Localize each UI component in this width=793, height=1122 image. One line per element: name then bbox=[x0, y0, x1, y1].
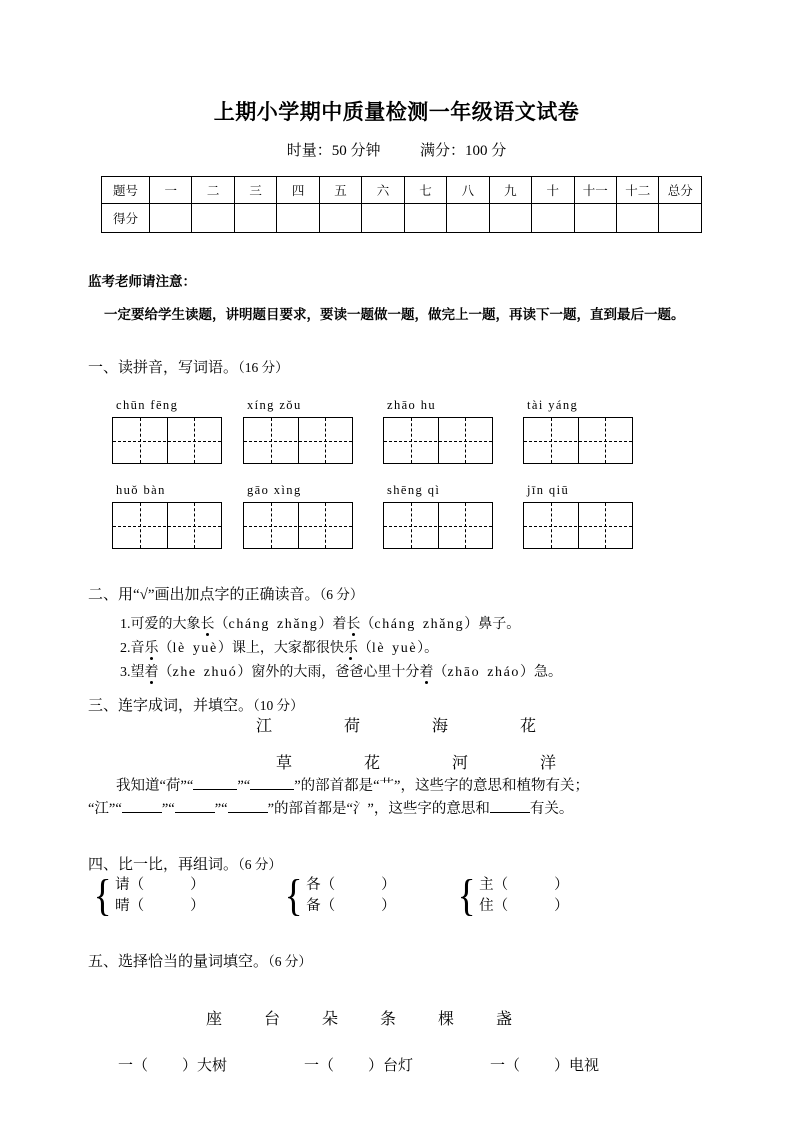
group-items bbox=[306, 875, 396, 917]
writing-grid[interactable] bbox=[523, 417, 633, 464]
char-cell[interactable]: 草 bbox=[275, 755, 292, 772]
char-cell[interactable]: 海 bbox=[431, 718, 448, 735]
pinyin-option-b[interactable]: zháo bbox=[487, 665, 521, 680]
text-fragment: ”的部首都是“氵”，这些字的意思和 bbox=[267, 801, 490, 818]
pinyin-option-a[interactable]: cháng bbox=[374, 617, 416, 632]
section-4-points: （6 分） bbox=[238, 857, 282, 872]
section-3-fill-text bbox=[88, 775, 721, 822]
measure-word-option[interactable]: 朵 bbox=[321, 1011, 338, 1028]
time-limit-text: 时量：50 分钟 bbox=[286, 143, 381, 159]
table-row bbox=[102, 177, 702, 204]
score-cell-10[interactable] bbox=[532, 204, 574, 233]
paren-close: ） bbox=[554, 898, 569, 914]
section-4-title: 四、比一比，再组词。 bbox=[88, 857, 239, 873]
curly-brace-icon: { bbox=[93, 871, 112, 920]
char-with-paren: 晴（ bbox=[115, 898, 145, 914]
answer-suffix: ）大树 bbox=[182, 1057, 228, 1074]
section-4-heading bbox=[88, 853, 282, 874]
char-cell[interactable]: 江 bbox=[255, 718, 272, 735]
fill-blank[interactable] bbox=[250, 789, 294, 790]
dotted-char: 着 bbox=[145, 661, 159, 681]
pinyin-text: chūn fēng bbox=[116, 398, 179, 412]
section-1-title: 一、读拼音，写词语。 bbox=[88, 360, 239, 376]
text-fragment: 我知道“荷”“ bbox=[116, 778, 194, 794]
text-fragment: ”“ bbox=[214, 801, 228, 818]
section-2-item-1: 1.可爱的大象长（cháng zhǎng）着长（cháng zhǎng）鼻子。 bbox=[120, 613, 520, 633]
group-item-bottom bbox=[306, 896, 396, 917]
item-text-mid: 课上，大家都很快 bbox=[231, 641, 344, 656]
section-2-title: 二、用“√”画出加点字的正确读音。 bbox=[88, 587, 320, 603]
score-table bbox=[101, 176, 702, 233]
char-cell[interactable]: 河 bbox=[451, 755, 468, 772]
curly-brace-icon: { bbox=[284, 871, 303, 920]
text-fragment: ”“ bbox=[161, 801, 175, 818]
pinyin-item-7 bbox=[383, 483, 493, 549]
pinyin-option-a[interactable]: zhāo bbox=[447, 665, 481, 680]
pinyin-text: gāo xìng bbox=[247, 483, 302, 497]
pinyin-option-b[interactable]: zhǎng bbox=[276, 617, 319, 632]
score-cell-total[interactable] bbox=[659, 204, 702, 233]
fill-blank[interactable] bbox=[228, 812, 268, 813]
item-text-pre: 望 bbox=[130, 665, 145, 680]
pinyin-option-b[interactable]: zhuó bbox=[203, 665, 238, 680]
dotted-char: 乐 bbox=[145, 637, 159, 657]
writing-grid[interactable] bbox=[243, 417, 353, 464]
grid-divider bbox=[438, 418, 439, 463]
score-table-col-9: 九 bbox=[489, 177, 531, 204]
grid-divider bbox=[167, 503, 168, 548]
curly-brace-icon: { bbox=[457, 871, 476, 920]
item-text-pre: 可爱的大象 bbox=[130, 617, 201, 632]
section-3-heading bbox=[88, 694, 304, 715]
score-cell-11[interactable] bbox=[574, 204, 616, 233]
score-table-row-header-score: 得分 bbox=[102, 204, 150, 233]
pinyin-item-5 bbox=[112, 483, 222, 549]
grid-divider bbox=[298, 418, 299, 463]
paren-close: ） bbox=[190, 898, 205, 914]
pinyin-item-1 bbox=[112, 398, 222, 464]
score-table-col-12: 十二 bbox=[616, 177, 658, 204]
char-with-paren: 住（ bbox=[479, 898, 509, 914]
section-4-group-2 bbox=[283, 871, 396, 920]
dotted-char: 乐 bbox=[344, 637, 358, 657]
item-number: 3. bbox=[120, 665, 131, 680]
grid-divider bbox=[298, 503, 299, 548]
score-table-col-8: 八 bbox=[447, 177, 489, 204]
table-row bbox=[102, 204, 702, 233]
section-3-title: 三、连字成词，并填空。 bbox=[88, 698, 254, 714]
score-table-row-header-number: 题号 bbox=[102, 177, 150, 204]
paren-close: ） bbox=[381, 877, 396, 893]
section-4-group-3 bbox=[456, 871, 569, 920]
pinyin-text: zhāo hu bbox=[387, 398, 437, 412]
group-items bbox=[115, 875, 205, 917]
score-table-col-7: 七 bbox=[404, 177, 446, 204]
grid-divider bbox=[438, 503, 439, 548]
group-item-top bbox=[306, 875, 396, 896]
section-1-heading bbox=[88, 356, 289, 377]
char-cell[interactable]: 荷 bbox=[343, 718, 360, 735]
score-cell-1[interactable] bbox=[150, 204, 192, 233]
paren-close: ） bbox=[554, 877, 569, 893]
measure-word-option[interactable]: 盏 bbox=[495, 1011, 512, 1028]
text-fragment: “江”“ bbox=[88, 801, 122, 818]
group-item-bottom bbox=[479, 896, 569, 917]
score-table-col-1: 一 bbox=[150, 177, 192, 204]
paren-close: ） bbox=[190, 877, 205, 893]
pinyin-option-a[interactable]: cháng bbox=[228, 617, 270, 632]
writing-grid[interactable] bbox=[243, 502, 353, 549]
item-text-pre: 音 bbox=[130, 641, 145, 656]
grid-divider bbox=[578, 503, 579, 548]
section-5-answer-row bbox=[118, 1054, 676, 1075]
item-text-mid: 着 bbox=[332, 617, 347, 632]
pinyin-option-b[interactable]: yuè bbox=[192, 641, 218, 656]
score-cell-6[interactable] bbox=[362, 204, 404, 233]
pinyin-text: xíng zǒu bbox=[247, 398, 302, 412]
section-5-measure-word-list bbox=[185, 1006, 533, 1029]
char-cell[interactable]: 花 bbox=[519, 718, 536, 735]
section-3-line-2 bbox=[88, 801, 573, 817]
pinyin-option-b[interactable]: zhǎng bbox=[422, 617, 465, 632]
section-3-char-row-top bbox=[220, 713, 572, 736]
score-table-col-total: 总分 bbox=[659, 177, 702, 204]
fill-blank[interactable] bbox=[175, 812, 215, 813]
pinyin-text: huǒ bàn bbox=[116, 483, 166, 497]
answer-suffix: ）台灯 bbox=[368, 1057, 414, 1074]
item-number: 2. bbox=[120, 641, 131, 656]
pinyin-item-4 bbox=[523, 398, 633, 464]
score-table-col-11: 十一 bbox=[574, 177, 616, 204]
char-cell[interactable]: 花 bbox=[363, 755, 380, 772]
page-title: 上期小学期中质量检测一年级语文试卷 bbox=[213, 101, 580, 124]
dotted-char: 长 bbox=[346, 613, 360, 633]
text-fragment: ”的部首都是“艹”，这些字的意思和植物有关； bbox=[294, 778, 589, 794]
score-cell-12[interactable] bbox=[616, 204, 658, 233]
section-5-points: （6 分） bbox=[268, 954, 312, 969]
section-2-points: （6 分） bbox=[319, 587, 364, 602]
measure-word-option[interactable]: 条 bbox=[379, 1011, 396, 1028]
answer-prefix: 一（ bbox=[490, 1057, 521, 1074]
section-2-item-3: 3.望着（zhe zhuó）窗外的大雨，爸爸心里十分着（zhāo zháo）急。 bbox=[120, 661, 562, 681]
group-item-bottom bbox=[115, 896, 205, 917]
group-item-top bbox=[479, 875, 569, 896]
item-text-post: 鼻子。 bbox=[478, 617, 521, 632]
dotted-char: 着 bbox=[419, 661, 433, 681]
score-cell-5[interactable] bbox=[319, 204, 361, 233]
writing-grid[interactable] bbox=[383, 417, 493, 464]
char-with-paren: 请（ bbox=[115, 877, 145, 893]
dotted-char: 长 bbox=[201, 613, 215, 633]
answer-prefix: 一（ bbox=[118, 1057, 149, 1074]
group-item-top bbox=[115, 875, 205, 896]
section-3-line-1 bbox=[88, 775, 721, 798]
item-number: 1. bbox=[120, 617, 131, 632]
group-items bbox=[479, 875, 569, 917]
pinyin-option-a[interactable]: lè bbox=[371, 641, 386, 656]
section-5-title: 五、选择恰当的量词填空。 bbox=[88, 954, 269, 970]
score-table-col-3: 三 bbox=[234, 177, 276, 204]
pinyin-option-b[interactable]: yuè bbox=[392, 641, 418, 656]
full-score-text: 满分：100 分 bbox=[420, 143, 507, 159]
measure-word-option[interactable]: 棵 bbox=[437, 1011, 454, 1028]
score-table-container bbox=[101, 176, 702, 233]
section-5-answer-3 bbox=[490, 1054, 676, 1075]
section-2-heading bbox=[88, 583, 363, 604]
fill-blank[interactable] bbox=[122, 812, 162, 813]
section-5-heading bbox=[88, 950, 312, 971]
score-cell-8[interactable] bbox=[447, 204, 489, 233]
section-3-char-row-bottom bbox=[240, 750, 592, 773]
pinyin-item-6 bbox=[243, 483, 353, 549]
score-cell-2[interactable] bbox=[192, 204, 234, 233]
pinyin-text: tài yáng bbox=[527, 398, 579, 412]
char-with-paren: 各（ bbox=[306, 877, 336, 893]
char-cell[interactable]: 洋 bbox=[539, 755, 556, 772]
pinyin-option-a[interactable]: lè bbox=[172, 641, 186, 656]
pinyin-item-8 bbox=[523, 483, 633, 549]
score-table-col-6: 六 bbox=[362, 177, 404, 204]
text-fragment: ”“ bbox=[237, 778, 251, 794]
fill-blank[interactable] bbox=[490, 812, 530, 813]
grid-divider bbox=[167, 418, 168, 463]
measure-word-option[interactable]: 座 bbox=[205, 1011, 222, 1028]
writing-grid[interactable] bbox=[383, 502, 493, 549]
pinyin-text: shēng qì bbox=[387, 483, 441, 497]
section-4-group-1 bbox=[92, 871, 205, 920]
score-table-col-4: 四 bbox=[277, 177, 319, 204]
section-3-points: （10 分） bbox=[253, 698, 304, 713]
pinyin-text: jīn qiū bbox=[527, 483, 570, 497]
item-text-post: 。 bbox=[424, 641, 439, 656]
score-cell-3[interactable] bbox=[234, 204, 276, 233]
score-cell-9[interactable] bbox=[489, 204, 531, 233]
exam-meta-line bbox=[0, 139, 793, 160]
fill-blank[interactable] bbox=[193, 789, 237, 790]
proctor-notice-body: 一定要给学生读题，讲明题目要求，要读一题做一题，做完上一题，再读下一题，直到最后一题。 bbox=[104, 307, 685, 322]
section-1-points: （16 分） bbox=[238, 360, 289, 375]
char-with-paren: 备（ bbox=[306, 898, 336, 914]
score-table-col-5: 五 bbox=[319, 177, 361, 204]
score-table-col-2: 二 bbox=[192, 177, 234, 204]
score-table-col-10: 十 bbox=[532, 177, 574, 204]
proctor-notice-title: 监考老师请注意： bbox=[88, 274, 196, 289]
pinyin-item-3 bbox=[383, 398, 493, 464]
score-cell-4[interactable] bbox=[277, 204, 319, 233]
paren-close: ） bbox=[381, 898, 396, 914]
text-fragment: 有关。 bbox=[529, 801, 574, 818]
pinyin-item-2 bbox=[243, 398, 353, 464]
writing-grid[interactable] bbox=[112, 502, 222, 549]
pinyin-option-a[interactable]: zhe bbox=[172, 665, 197, 680]
score-cell-7[interactable] bbox=[404, 204, 446, 233]
writing-grid[interactable] bbox=[523, 502, 633, 549]
answer-suffix: ）电视 bbox=[554, 1057, 600, 1074]
section-5-answer-1 bbox=[118, 1054, 304, 1075]
item-text-post: 急。 bbox=[534, 665, 563, 680]
grid-divider bbox=[578, 418, 579, 463]
char-with-paren: 主（ bbox=[479, 877, 509, 893]
answer-prefix: 一（ bbox=[304, 1057, 335, 1074]
item-text-mid: 窗外的大雨，爸爸心里十分 bbox=[251, 665, 420, 680]
measure-word-option[interactable]: 台 bbox=[263, 1011, 280, 1028]
section-5-answer-2 bbox=[304, 1054, 490, 1075]
section-2-item-2: 2.音乐（lè yuè）课上，大家都很快乐（lè yuè）。 bbox=[120, 637, 438, 657]
writing-grid[interactable] bbox=[112, 417, 222, 464]
